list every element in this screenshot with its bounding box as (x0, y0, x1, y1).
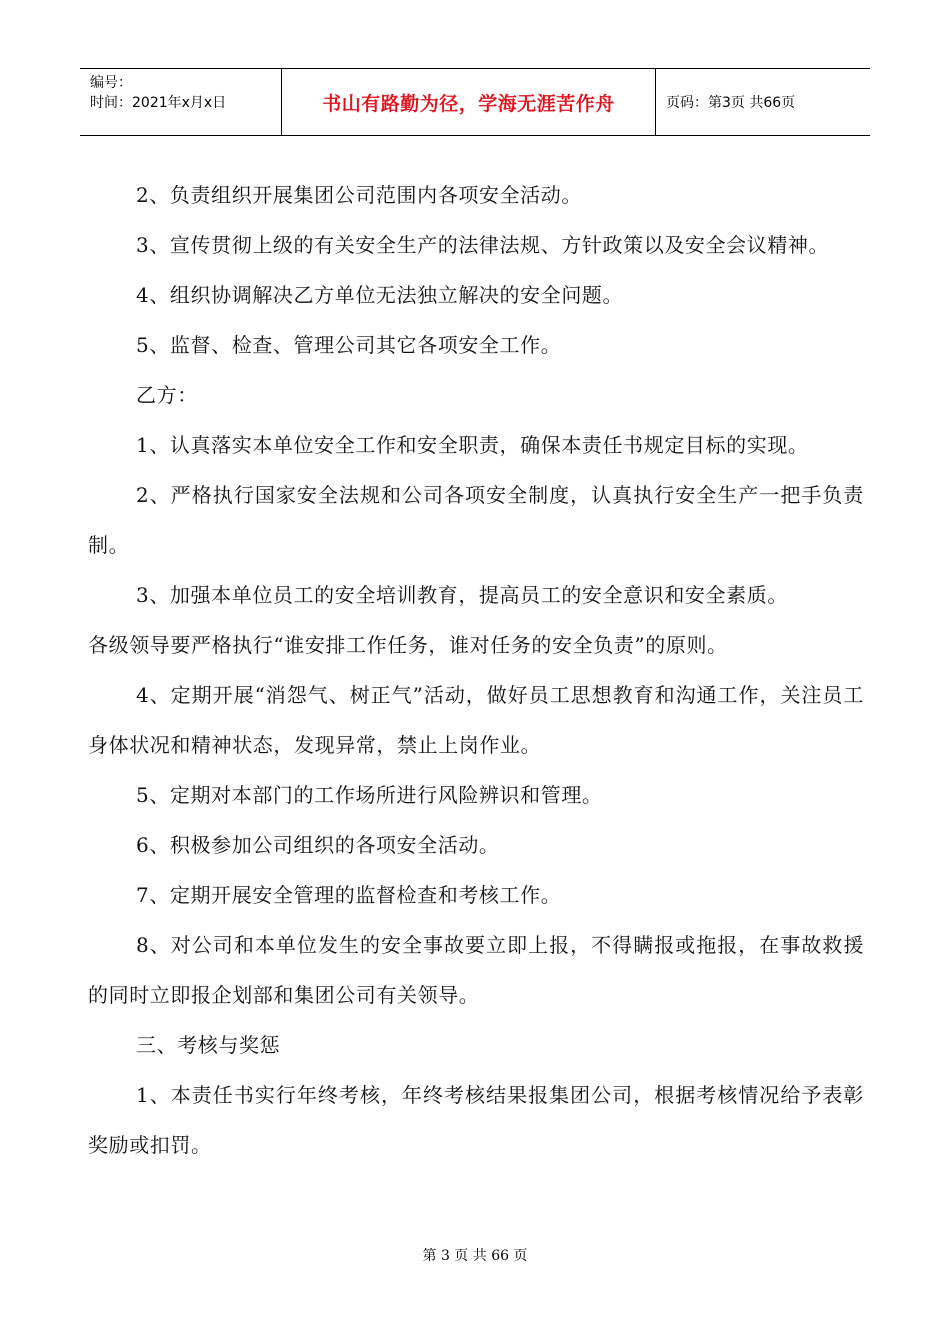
body-paragraph: 8、对公司和本单位发生的安全事故要立即上报，不得瞒报或拖报，在事故救援的同时立即报企划部和集团公司有关领导。 (88, 933, 864, 1007)
page-footer (0, 1245, 950, 1265)
header-motto-cell (282, 69, 656, 135)
document-time-label: 时间：2021年x月x日 (90, 95, 227, 111)
body-paragraph: 4、定期开展“消怨气、树正气”活动，做好员工思想教育和沟通工作，关注员工身体状况和精神状态，发现异常，禁止上岗作业。 (88, 683, 864, 757)
section-heading: 三、考核与奖惩 (136, 1033, 281, 1057)
body-paragraph: 4、组织协调解决乙方单位无法独立解决的安全问题。 (136, 283, 624, 307)
body-paragraph: 7、定期开展安全管理的监督检查和考核工作。 (136, 883, 562, 907)
document-number-label: 编号： (90, 75, 132, 91)
body-paragraph: 2、负责组织开展集团公司范围内各项安全活动。 (136, 183, 582, 207)
party-b-heading: 乙方： (136, 383, 198, 407)
page-header (80, 68, 870, 136)
body-paragraph: 3、宣传贯彻上级的有关安全生产的法律法规、方针政策以及安全会议精神。 (136, 233, 830, 257)
body-paragraph: 6、积极参加公司组织的各项安全活动。 (136, 833, 500, 857)
body-paragraph: 1、认真落实本单位安全工作和安全职责，确保本责任书规定目标的实现。 (136, 433, 809, 457)
header-meta (80, 69, 282, 135)
header-page-info-cell (656, 69, 870, 135)
body-paragraph: 3、加强本单位员工的安全培训教育，提高员工的安全意识和安全素质。 (136, 583, 788, 607)
document-body (88, 170, 864, 1170)
body-paragraph: 1、本责任书实行年终考核，年终考核结果报集团公司，根据考核情况给予表彰奖励或扣罚。 (88, 1083, 864, 1157)
header-motto: 书山有路勤为径，学海无涯苦作舟 (322, 92, 615, 115)
footer-page-number: 第 3 页 共 66 页 (422, 1248, 528, 1264)
body-paragraph: 2、严格执行国家安全法规和公司各项安全制度，认真执行安全生产一把手负责制。 (88, 483, 864, 557)
body-paragraph: 5、定期对本部门的工作场所进行风险辨识和管理。 (136, 783, 603, 807)
header-page-info: 页码：第3页 共66页 (666, 95, 796, 111)
body-paragraph-continuation: 各级领导要严格执行“谁安排工作任务，谁对任务的安全负责”的原则。 (88, 633, 728, 657)
body-paragraph: 5、监督、检查、管理公司其它各项安全工作。 (136, 333, 562, 357)
